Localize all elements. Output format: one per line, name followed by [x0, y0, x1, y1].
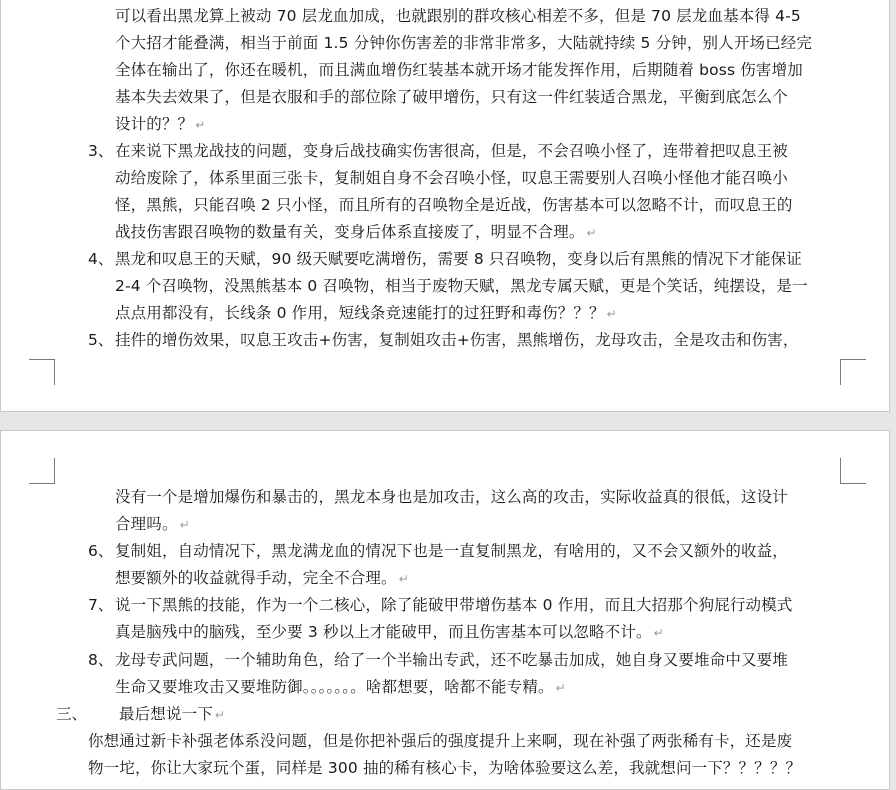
text-line: 点点用都没有，长线条 0 作用，短线条竞速能打的过狂野和毒伤？？？ ↵	[115, 304, 617, 322]
text-line: 个大招才能叠满，相当于前面 1.5 分钟你伤害差的非常非常多，大陆就持续 5 分钟，别人开场已经完	[115, 34, 813, 52]
document-page-2	[0, 430, 890, 790]
section-heading: 最后想说一下 ↵	[119, 705, 226, 723]
text-line: 可以看出黑龙算上被动 70 层龙血加成，也就跟别的群攻核心相差不多，但是 70 层龙血基本得 4-5	[115, 7, 801, 25]
paragraph-mark-icon: ↵	[398, 572, 409, 586]
list-number: 4、	[88, 250, 114, 268]
text-line: 挂件的增伤效果，叹息王攻击+伤害，复制姐攻击+伤害，黑熊增伤，龙母攻击，全是攻击和伤害，	[115, 331, 799, 349]
text-line: 龙母专武问题，一个辅助角色，给了一个半输出专武，还不吃暴击加成，她自身又要堆命中又要堆	[115, 651, 788, 669]
text-line: 全体在输出了，你还在暖机，而且满血增伤红装基本就开场才能发挥作用，后期随着 boss 伤害增加	[115, 61, 803, 79]
paragraph-mark-icon: ↵	[214, 708, 226, 722]
paragraph-mark-icon: ↵	[586, 226, 597, 240]
text-line: 2-4 个召唤物，没黑熊基本 0 召唤物，相当于废物天赋，黑龙专属天赋，更是个笑话，纯摆设，是一	[115, 277, 808, 295]
section-number: 三、	[56, 705, 88, 723]
page-margin-corner	[840, 458, 866, 484]
text-line: 怪，黑熊，只能召唤 2 只小怪，而且所有的召唤物全是近战，伤害基本可以忽略不计，而叹息王的	[115, 196, 793, 214]
text-line: 动给废除了，体系里面三张卡，复制姐自身不会召唤小怪，叹息王需要别人召唤小怪他才能召唤小	[115, 169, 788, 187]
list-number: 6、	[88, 542, 114, 560]
text-line: 在来说下黑龙战技的问题，变身后战技确实伤害很高，但是，不会召唤小怪了，连带着把叹息王被	[115, 142, 788, 160]
text-line: 你想通过新卡补强老体系没问题，但是你把补强后的强度提升上来啊，现在补强了两张稀有卡，还是废	[88, 732, 793, 750]
list-number: 5、	[88, 331, 114, 349]
text-line: 黑龙和叹息王的天赋，90 级天赋要吃满增伤，需要 8 只召唤物，变身以后有黑熊的情况下才能保证	[115, 250, 802, 268]
text-line: 设计的？？ ↵	[115, 115, 206, 133]
page-margin-corner	[29, 458, 55, 484]
list-number: 7、	[88, 596, 114, 614]
paragraph-mark-icon: ↵	[195, 118, 206, 132]
text-line: 战技伤害跟召唤物的数量有关，变身后体系直接废了，明显不合理。 ↵	[115, 223, 597, 241]
page-margin-corner	[29, 359, 55, 385]
paragraph-mark-icon: ↵	[606, 307, 617, 321]
page-margin-corner	[840, 359, 866, 385]
text-line: 生命又要堆攻击又要堆防御。。。。。。。啥都想要，啥都不能专精。 ↵	[115, 678, 566, 696]
paragraph-mark-icon: ↵	[555, 681, 566, 695]
text-line: 合理吗。 ↵	[115, 515, 190, 533]
text-line: 真是脑残中的脑残，至少要 3 秒以上才能破甲，而且伤害基本可以忽略不计。 ↵	[115, 623, 664, 641]
text-line: 没有一个是增加爆伤和暴击的，黑龙本身也是加攻击，这么高的攻击，实际收益真的很低，这设计	[115, 488, 788, 506]
text-line: 基本失去效果了，但是衣服和手的部位除了破甲增伤，只有这一件红装适合黑龙，平衡到底怎么个	[115, 88, 788, 106]
text-line: 复制姐，自动情况下，黑龙满龙血的情况下也是一直复制黑龙，有啥用的，又不会又额外的收益，	[115, 542, 788, 560]
text-line: 说一下黑熊的技能，作为一个二核心，除了能破甲带增伤基本 0 作用，而且大招那个狗屁行动模式	[115, 596, 793, 614]
text-line: 物一坨，你让大家玩个蛋，同样是 300 抽的稀有核心卡，为啥体验要这么差，我就想问一下？？？？？	[88, 759, 802, 777]
paragraph-mark-icon: ↵	[179, 518, 190, 532]
text-line: 想要额外的收益就得手动，完全不合理。 ↵	[115, 569, 409, 587]
paragraph-mark-icon: ↵	[653, 626, 664, 640]
list-number: 3、	[88, 142, 114, 160]
list-number: 8、	[88, 651, 114, 669]
